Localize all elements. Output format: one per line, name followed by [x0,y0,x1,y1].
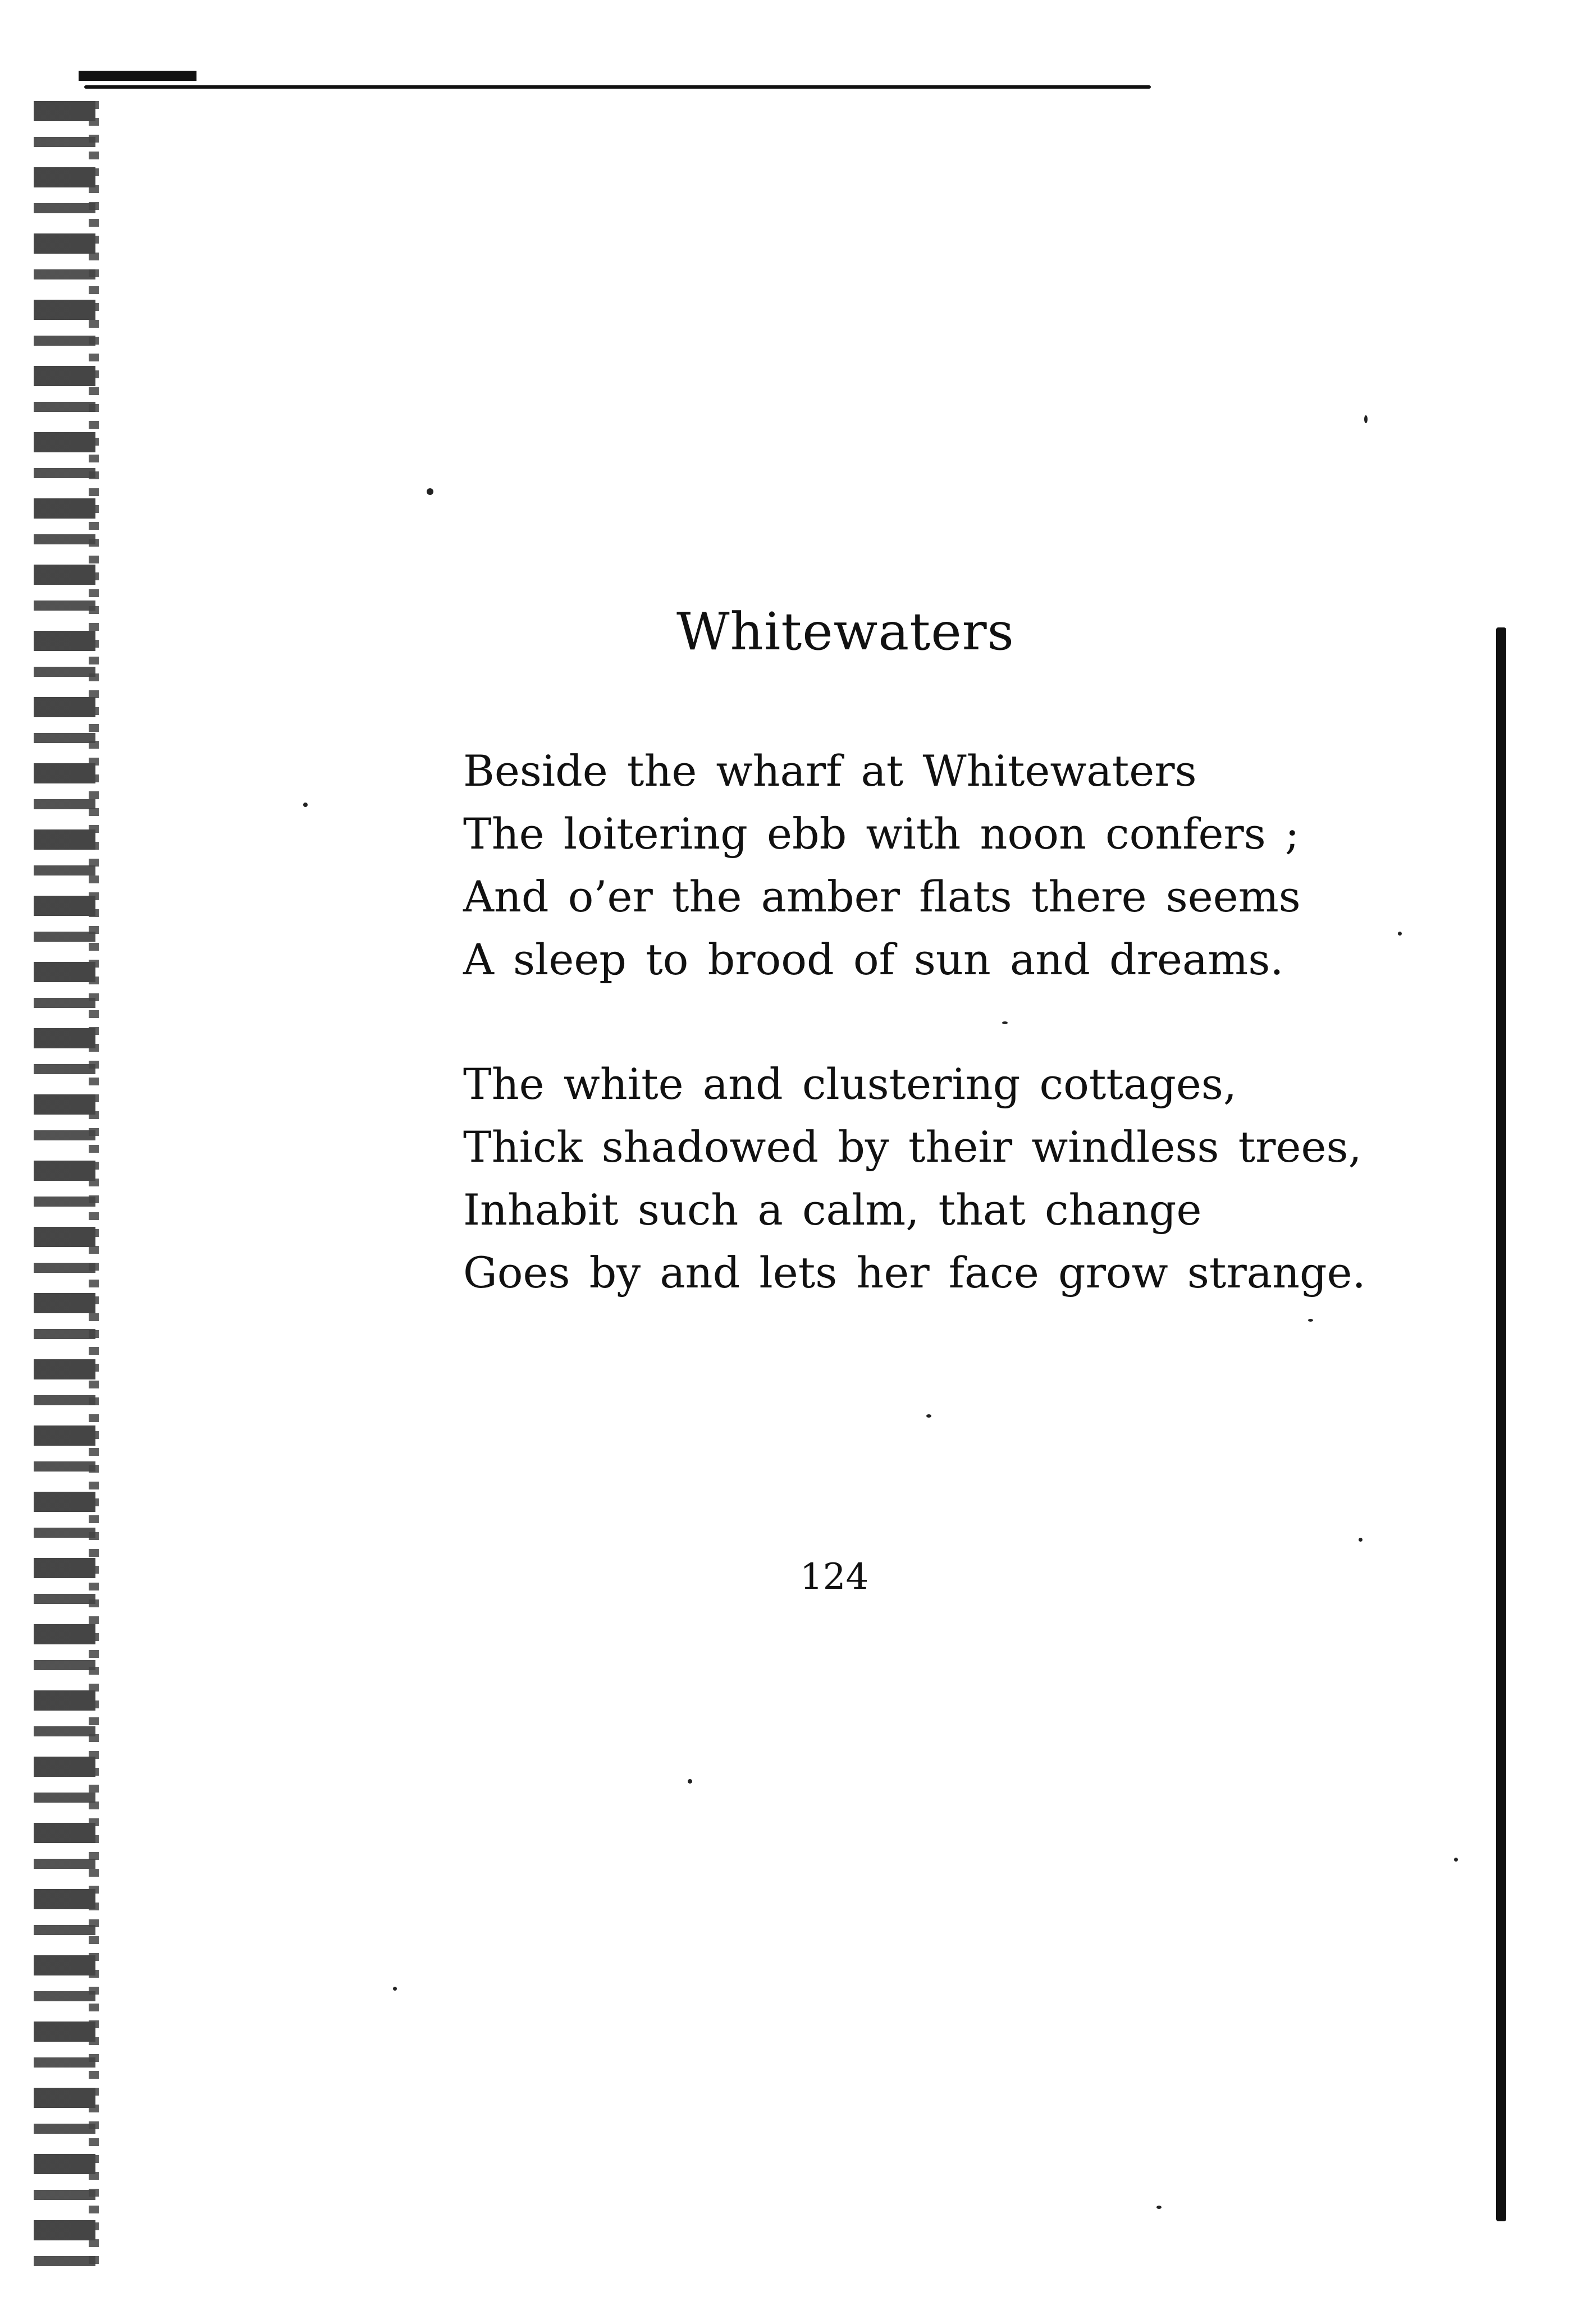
scan-corner-mark [79,71,196,81]
poem-title: Whitewaters [676,602,1014,662]
poem-stanza [463,740,1305,991]
scan-right-rule [1496,627,1506,2221]
page-number: 124 [800,1556,869,1598]
poem-line: The white and clustering cottages, [463,1059,1237,1109]
poem-line: The loitering ebb with noon confers ; [463,809,1300,859]
scan-speck [1156,2206,1162,2209]
poem-line: Beside the wharf at Whitewaters [463,746,1197,796]
poem-stanza [463,1053,1366,1304]
poem-body [463,740,1366,1304]
poem-line: Goes by and lets her face grow strange. [463,1248,1366,1298]
scan-speck [1454,1858,1458,1862]
scan-speck [1398,932,1402,936]
scan-speck [1364,415,1368,423]
scan-speck [1308,1319,1313,1322]
poem-line: Thick shadowed by their windless trees, [463,1122,1362,1172]
scan-speck [303,803,308,807]
scan-speck [427,488,433,495]
scan-left-edge [34,101,95,2273]
poem-line: A sleep to brood of sun and dreams. [463,934,1284,984]
scan-speck [688,1779,692,1784]
scan-speck [1359,1538,1362,1542]
poem-line: And o’er the amber flats there seems [463,872,1301,922]
scan-speck [393,1987,397,1991]
scan-speck [926,1414,931,1418]
scan-top-rule [84,85,1151,89]
poem-line: Inhabit such a calm, that change [463,1185,1202,1235]
